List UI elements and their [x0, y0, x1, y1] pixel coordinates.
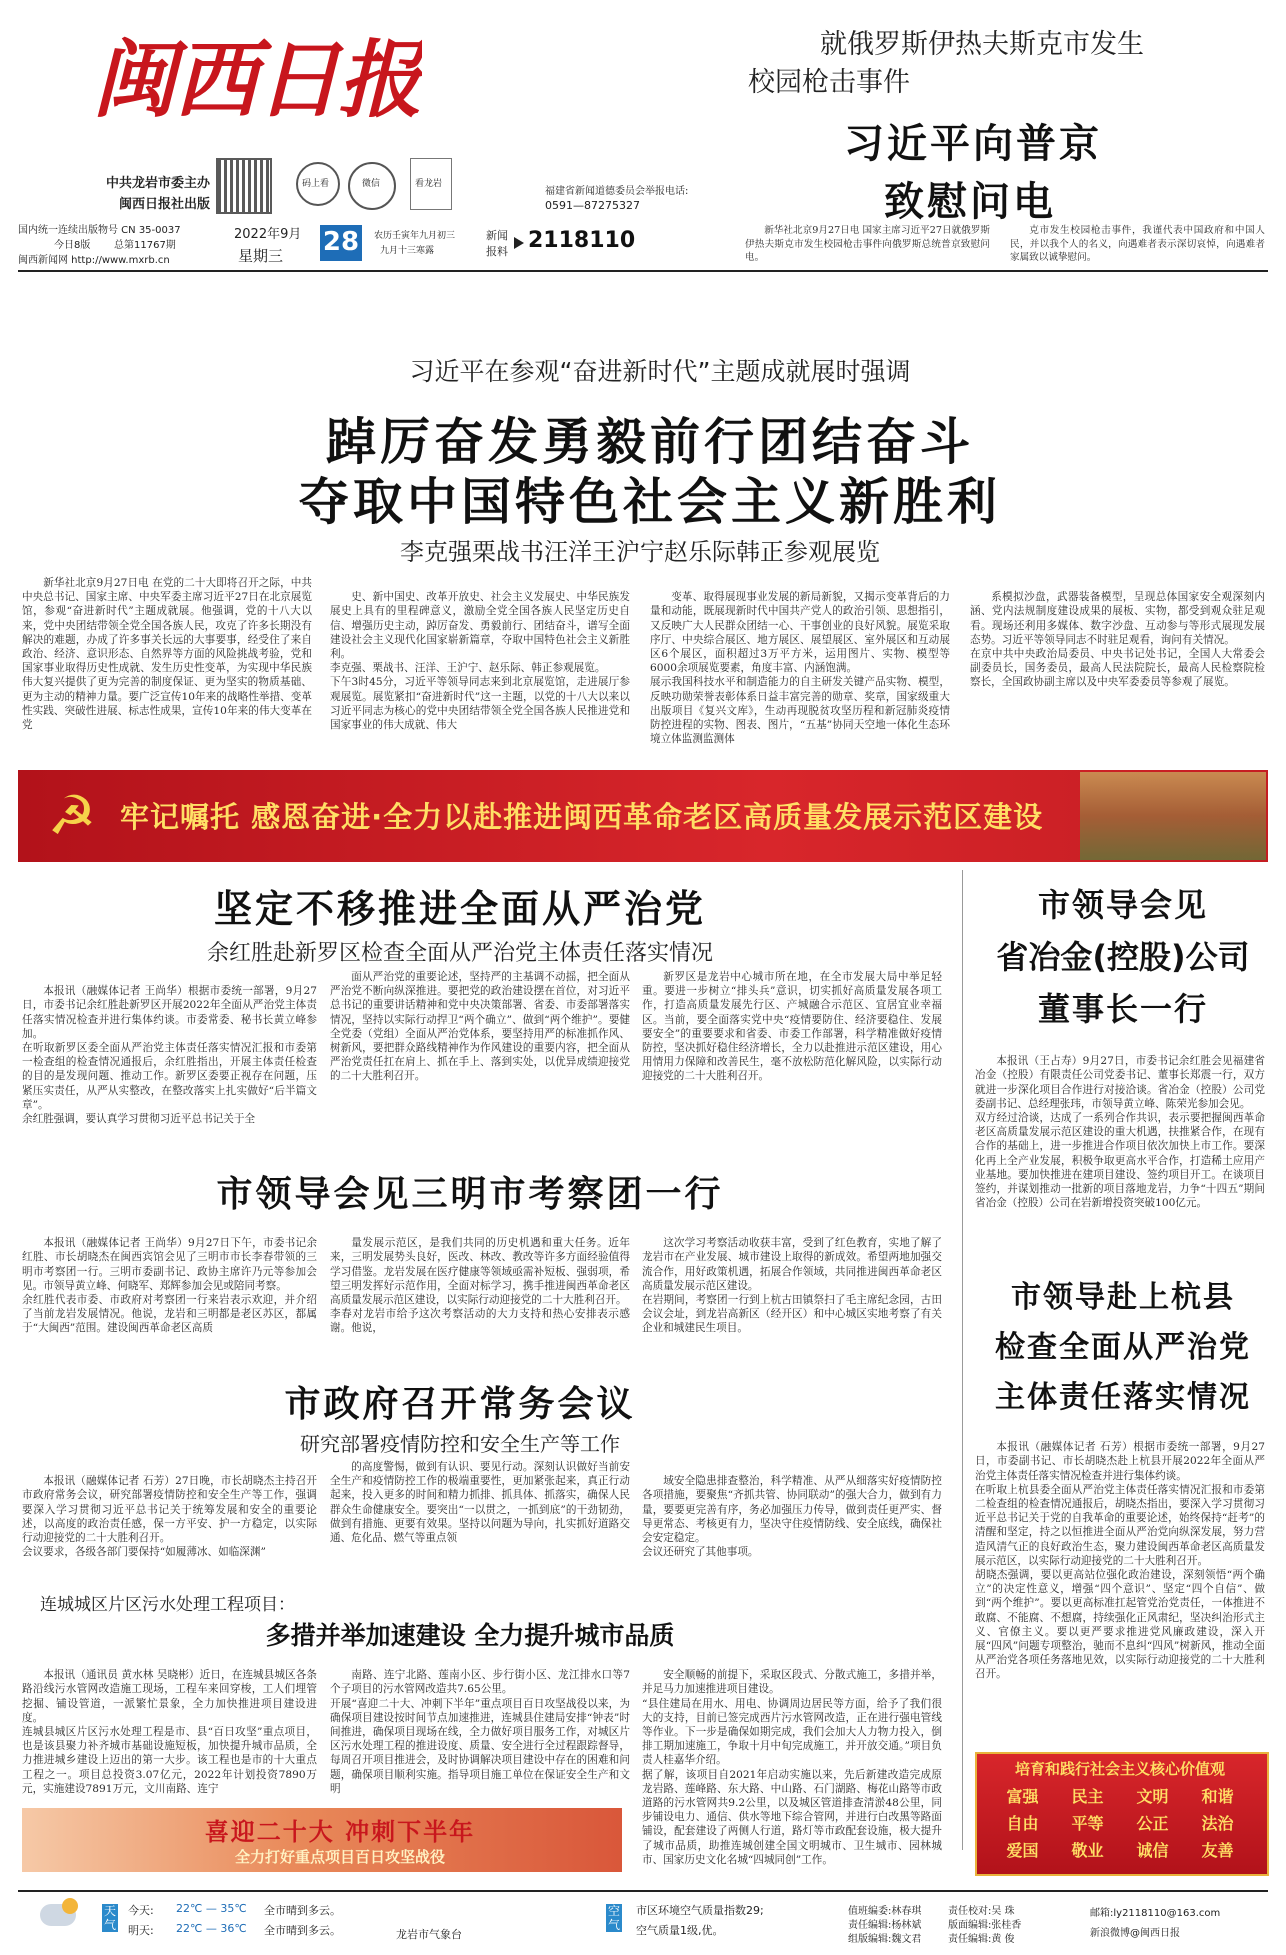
hotline-label-2: 报料 — [486, 245, 508, 258]
weather-source: 龙岩市气象台 — [396, 1928, 462, 1941]
divider-right-column — [962, 870, 963, 1850]
hotline-label-1: 新闻 — [486, 229, 508, 242]
top-story-headline-2: 致慰问电 — [884, 179, 1056, 225]
dateline-bar — [18, 219, 698, 269]
footer-weibo[interactable]: 新浪微博@闽西日报 — [1090, 1928, 1180, 1939]
qr-caption-1: 码上看 — [302, 179, 330, 189]
banner-text: 牢记嘱托 感恩奋进·全力以赴推进闽西革命老区高质量发展示范区建设 — [120, 800, 1044, 834]
council-column-3: 域安全隐患排查整治，科学精准、从严从细落实好疫情防控各项措施，要聚焦“齐抓共管、协同联动”的强大合力，做到有力量，要要更完善有序，务必加强压力传导，做到责任更严实、督导更常态、考核更有力，坚决守住疫情防线、安全底线，确保社会安定稳定。 会议还研究了其他事项。 — [642, 1475, 942, 1559]
sewage-kicker: 连城城区片区污水处理工程项目： — [40, 1595, 295, 1615]
sanming-column-3: 这次学习考察活动收获丰富，受到了红色教育，实地了解了龙岩市在产业发展、城市建设上取得的新成效。希望两地加强交流合作，用好政策机遇，拓展合作领域，共同推进闽西革命老区高质量发展示范区建设。 在岩期间，考察团一行到上杭古田镇祭扫了毛主席纪念园，古田会议会址，到龙岩高新区（经开区）和中心城区实地考察了有关企业和城建民生项目。 — [642, 1237, 942, 1335]
top-story-headline-1: 习近平向普京 — [844, 121, 1102, 167]
report-hotline-block — [545, 182, 805, 212]
council-column-2: 的高度警惕，做到有认识、要见行动。深刻认识做好当前安全生产和疫情防控工作的极端重要性，更加紧张起来，真正行动起来，投入更多的时间和精力抓排、抓具体、抓落实，确保人民群众生命健康安全。要突出“一以贯之，一抓到底”的干劲韧劲，做到有措施、更要有效果。坚持以问题为导向，扎实抓好道路交通、危化品、燃气等重点领 — [330, 1461, 630, 1545]
qr-code-icon[interactable] — [216, 158, 272, 214]
lead-column-4: 系模拟沙盘，武器装备模型，呈现总体国家安全观深刻内涵、党内法规制度建设成果的展板、实物，都受到观众驻足观看。现场还利用多媒体、数字沙盘、互动参与等形式展现发展态势。习近平等领导同志不时驻足观看，询问有关情况。 在京中共中央政治局委员、中央书记处书记，全国人大常委会副委员长，国务委员，最高人民法院院长，最高人民检察院检察长，全国政协副主席以及中央军委委员等参观了展览。 — [970, 591, 1265, 689]
report-phone: 0591—87275327 — [545, 199, 640, 212]
core-value: 和谐 — [1201, 1787, 1234, 1806]
edition-info: 今日8版 — [54, 240, 91, 251]
lead-headline-1: 踔厉奋发勇毅前行团结奋斗 — [326, 413, 974, 471]
qr-caption-3: 看龙岩 — [415, 179, 443, 189]
sewage-headline: 多措并举加速建设 全力提升城市品质 — [265, 1621, 675, 1650]
lead-column-2: 史、新中国史、改革开放史、社会主义发展史、中华民族发展史上具有的里程碑意义，激励全党全国各族人民坚定历史自信、增强历史主动，踔厉奋发、勇毅前行、团结奋斗，谱写全面建设社会主义现代化国家崭新篇章，夺取中国特色社会主义新胜利。 李克强、栗战书、汪洋、王沪宁、赵乐际、韩正参观展览。 下午3时45分，习近平等领导同志来到北京展览馆，走进展厅参观展览。展览紧扣“奋进新时代”这一主题，以党的十八大以来以习近平同志为核心的党中央团结带领全党全国各族人民推进党和国家事业的伟大成就、伟大 — [330, 591, 630, 732]
publisher-block — [70, 172, 210, 212]
footer — [18, 1896, 1268, 1948]
serial-number: 总第11767期 — [114, 240, 176, 251]
sewage-column-2: 南路、连宁北路、莲南小区、步行街小区、龙江排水口等7个子项目的污水管网改造共7.65公里。 开展“喜迎二十大、冲刺下半年”重点项目百日攻坚战役以来，为确保项目建设按时间节点加速推进，连城县住建局安排“钟表”时间推进，确保项目现场在线，全力做好项目服务工作，对城区片区污水处理工程的推进设度、质量、安全进行全过程跟踪督导，每周召开项目推进会，及时协调解决项目建设中存在的困难和问题，确保项目顺利实施。指导项目施工单位在保证安全生产和文明 — [330, 1669, 630, 1795]
lunar-date-1: 农历壬寅年九月初三 — [374, 231, 456, 241]
website[interactable]: 闽西新闻网 http://www.mxrb.cn — [18, 255, 170, 266]
certification-text: 福建省新闻道德委员会举报电话: — [545, 186, 689, 197]
core-value: 法治 — [1201, 1814, 1234, 1833]
banner-photo — [1080, 772, 1266, 860]
council-column-1: 本报讯（融媒体记者 石芳）27日晚，市长胡晓杰主持召开市政府常务会议，研究部署疫情防控和安全生产等工作，强调要深入学习贯彻习近平总书记关于统筹发展和安全的重要论述，以高度的政治责任感，保一方平安、护一方稳定，以实际行动迎接党的二十大胜利召开。 会议要求，各级各部门要保持“如履薄冰、如临深渊” — [22, 1475, 317, 1559]
masthead-rule — [18, 270, 1268, 272]
lead-column-3: 变革、取得展现事业发展的新局新貌，又揭示变革背后的力量和动能，既展现新时代中国共产党人的政治引领、思想指引，又反映广大人民群众团结一心、干事创业的良好风貌。展览采取序厅、中央综合展区、地方展区、展望展区、室外展区和互动展区6个展区，面积超过3万平方米，运用图片、实物、模型等6000余项展览要素，角度丰富、内涵饱满。 展示我国科技水平和制造能力的自主研发关键产品实物、模型，反映功勋荣誉表彰体系日益丰富完善的勋章、奖章，国家级重大出版项目《复兴文库》，生动再现脱贫攻坚历程和新冠肺炎疫情防控进程的实物、图表、图片，“五基”协同天空地一体化生态环境立体监测监测体 — [650, 591, 950, 746]
party-column-2: 面从严治党的重要论述，坚持严的主基调不动摇，把全面从严治党不断向纵深推进。要把党的政治建设摆在首位，对习近平总书记的重要讲话精神和党中央决策部署、省委、市委部署落实情况，坚持以实际行动捍卫“两个确立”、做到“两个维护”。要健全党委（党组）全面从严治党体系，要坚持用严的标准抓作风、树新风，要把群众路线精神作为作风建设的重要内容，把全面从严治党责任扛在肩上、抓在手上、落到实处，以优异成绩迎接党的二十大胜利召开。 — [330, 971, 630, 1083]
staff-5: 责任编辑:黄 俊 — [948, 1934, 1015, 1945]
today-desc: 全市晴到多云。 — [264, 1904, 341, 1917]
core-value: 平等 — [1071, 1814, 1104, 1833]
promo-title: 喜迎二十大 冲刺下半年 — [204, 1818, 476, 1846]
core-values-title: 培育和践行社会主义核心价值观 — [1014, 1760, 1225, 1778]
staff-1: 值班编委:林春琪 — [848, 1906, 922, 1917]
tomorrow-label: 明天: — [128, 1924, 154, 1937]
air-quality-line-2: 空气质量1级,优。 — [636, 1924, 724, 1937]
core-value: 友善 — [1201, 1841, 1234, 1860]
top-story-kicker-2: 校园枪击事件 — [748, 67, 910, 98]
footer-rule — [18, 1890, 1268, 1892]
core-value: 民主 — [1071, 1787, 1104, 1806]
core-value: 富强 — [1006, 1787, 1039, 1806]
publisher-line-2: 闽西日报社出版 — [118, 197, 210, 212]
day-number: 28 — [322, 227, 360, 257]
top-story-kicker-1: 就俄罗斯伊热夫斯克市发生 — [820, 29, 1144, 60]
lunar-date-2: 九月十三寒露 — [380, 246, 435, 256]
top-story-body-1: 新华社北京9月27日电 国家主席习近平27日就俄罗斯伊热夫斯克市发生校园枪击事件向俄罗斯总统普京致慰问电。 — [745, 225, 990, 263]
lead-kicker: 习近平在参观“奋进新时代”主题成就展时强调 — [409, 357, 911, 386]
publisher-line-1: 中共龙岩市委主办 — [105, 176, 210, 191]
party-column-1: 本报讯（融媒体记者 王尚华）根据市委统一部署，9月27日，市委书记余红胜赴新罗区开展2022年全面从严治党主体责任落实情况检查并进行集体约谈。市委常委、秘书长黄立峰参加。 在听取新罗区委全面从严治党主体责任落实情况汇报和市委第一检查组的检查情况通报后，余红胜指出，开展主体责任检查的目的是发现问题、推动工作。新罗区委要正视存在问题，压紧压实责任，从严从实整改，在整改落实上扎实做好“后半篇文章”。 余红胜强调，要认真学习贯彻习近平总书记关于全 — [22, 985, 317, 1126]
lead-column-1: 新华社北京9月27日电 在党的二十大即将召开之际，中共中央总书记、国家主席、中央军委主席习近平27日在北京展览馆，参观“奋进新时代”主题成就展。他强调，党的十八大以来，党中央团结带领全党全国各族人民，攻克了许多长期没有解决的难题，办成了许多事关长远的大事要事，经受住了来自政治、经济、意识形态、自然界等方面的风险挑战考验，党和国家事业取得历史性成就、发生历史性变革，为实现中华民族伟大复兴提供了更为完善的制度保证、更为坚实的物质基础、更为主动的精神力量。要广泛宣传10年来的战略性举措、变革性实践、突破性进展、标志性成果，宣传10年来的伟大变革在党 — [22, 577, 312, 732]
tomorrow-temp: 22℃ — 36℃ — [176, 1922, 247, 1935]
promo-subtitle: 全力打好重点项目百日攻坚战役 — [234, 1848, 445, 1866]
core-value: 公正 — [1136, 1814, 1169, 1833]
hotline-number: 2118110 — [528, 228, 636, 253]
staff-6: 组版编辑:魏文君 — [848, 1934, 922, 1945]
party-emblem-icon: ☭ — [47, 784, 97, 847]
sewage-column-1: 本报讯（通讯员 黄水林 吴晓彬）近日，在连城县城区各条路沿线污水管网改造施工现场，工程车来回穿梭，工人们埋管挖掘、铺设管道，一派繁忙景象，全力加快推进项目建设进度。 连城县城区片区污水处理工程是市、县“百日攻坚”重点项目，也是该县聚力补齐城市基础设施短板，加快提升城市品质，全力推进城乡建设上迈出的第一大步。该工程也是市的十大重点工程之一。项目总投资3.07亿元，2022年计划投资7890万元，实施建设7891万元，文川南路、连宁 — [22, 1669, 317, 1795]
tomorrow-desc: 全市晴到多云。 — [264, 1924, 341, 1937]
sidebar1-headline-2: 省冶金(控股)公司 — [996, 938, 1250, 976]
sidebar1-body: 本报讯（王占寿）9月27日，市委书记余红胜会见福建省冶金（控股）有限责任公司党委书记、董事长郑震一行，双方就进一步深化项目合作进行对接洽谈。省冶金（控股）公司党委副书记、总经理张玮，市领导黄立峰、陈荣光参加会见。 双方经过洽谈，达成了一系列合作共识，表示要把握闽西革命老区高质量发展示范区建设的重大机遇，扶推紧合作，在现有合作的基础上，进一步推进合作项目依次加快上市工作。要深化再上全产业发展，积极争取更高水平合作，打造稀土应用产业基地。要加快推进在建项目建设、签约项目开工。在谈项目签约，并谋划推动一批新的项目落地龙岩，力争“十四五”期间省冶金（控股）公司在岩新增投资突破100亿元。 — [975, 1055, 1265, 1210]
core-value: 诚信 — [1136, 1841, 1169, 1860]
today-label: 今天: — [128, 1904, 154, 1917]
sidebar2-headline-1: 市领导赴上杭县 — [1011, 1280, 1235, 1315]
masthead-logo: 闽西日报 — [92, 30, 421, 129]
sanming-headline: 市领导会见三明市考察团一行 — [216, 1174, 724, 1215]
lead-subhead: 李克强栗战书汪洋王沪宁赵乐际韩正参观展览 — [400, 538, 880, 566]
core-value: 爱国 — [1006, 1841, 1039, 1860]
sanming-column-1: 本报讯（融媒体记者 王尚华）9月27日下午，市委书记余红胜、市长胡晓杰在闽西宾馆会见了三明市市长李春带领的三明市考察团一行。三明市委副书记、政协主席许乃元等参加会见。市领导黄立峰、何晓军、郑辉参加会见或陪同考察。 余红胜代表市委、市政府对考察团一行来岩表示欢迎，并介绍了当前龙岩发展情况。他说，龙岩和三明都是老区苏区，都属于“大闽西”范围。建设闽西革命老区高质 — [22, 1237, 317, 1335]
core-values-grid — [990, 1784, 1250, 1861]
footer-email[interactable]: 邮箱:ly2118110@163.com — [1090, 1908, 1221, 1919]
weekday: 星期三 — [238, 247, 284, 265]
party-headline: 坚定不移推进全面从严治党 — [213, 887, 706, 931]
party-subhead: 余红胜赴新罗区检查全面从严治党主体责任落实情况 — [206, 941, 713, 966]
cn-number: 国内统一连续出版物号 CN 35-0037 — [18, 225, 181, 236]
core-value: 自由 — [1006, 1814, 1039, 1833]
top-story-body-3: 克市发生校园枪击事件，我谨代表中国政府和中国人民，并以我个人的名义，向遇难者表示深切哀悼，向遇难者家属致以诚挚慰问。 — [1010, 225, 1265, 263]
sidebar2-headline-2: 检查全面从严治党 — [995, 1330, 1251, 1365]
masthead-title — [92, 10, 422, 150]
staff-3: 责任校对:吴 珠 — [948, 1906, 1015, 1917]
council-subhead: 研究部署疫情防控和安全生产等工作 — [300, 1432, 620, 1456]
hotline-arrow-icon — [514, 237, 524, 249]
core-value: 文明 — [1136, 1787, 1169, 1806]
weather-label: 天气 — [103, 1904, 116, 1932]
council-headline: 市政府召开常务会议 — [284, 1384, 636, 1425]
today-temp: 22℃ — 35℃ — [176, 1902, 247, 1915]
air-label: 空气 — [607, 1904, 620, 1932]
sidebar2-headline-3: 主体责任落实情况 — [995, 1380, 1251, 1415]
date-year-month: 2022年9月 — [234, 227, 302, 242]
core-value: 敬业 — [1071, 1841, 1104, 1860]
party-column-3: 新罗区是龙岩中心城市所在地，在全市发展大局中举足轻重。要进一步树立“排头兵”意识，切实抓好高质量发展各项工作，打造高质量发展先行区、产城融合示范区、宜居宜业幸福区。当前，要全面落实党中央“疫情要防住、经济要稳住、发展要安全”的重要要求和省委、市委工作部署，科学精准做好疫情防控，坚决抓好稳住经济增长，全力以赴推进示范区建设，用心用情用力保障和改善民生，毫不放松防范化解风险，以实际行动迎接党的二十大胜利召开。 — [642, 971, 942, 1083]
sanming-column-2: 量发展示范区，是我们共同的历史机遇和重大任务。近年来，三明发展势头良好，医改、林改、教改等许多方面经验值得学习借鉴。龙岩发展在医疗健康等领域亟需补短板、强弱项，希望三明发挥好示范作用，全面对标学习，携手推进闽西革命老区高质量发展示范区建设，以实际行动迎接党的二十大胜利召开。 李春对龙岩市给予这次考察活动的大力支持和热心安排表示感谢。他说， — [330, 1237, 630, 1335]
sidebar2-body: 本报讯（融媒体记者 石芳）根据市委统一部署，9月27日，市委副书记、市长胡晓杰赴上杭县开展2022年全面从严治党主体责任落实情况检查并进行集体约谈。 在听取上杭县委全面从严治党主体责任落实情况汇报和市委第二检查组的检查情况通报后，胡晓杰指出，要深入学习贯彻习近平总书记关于党的自我革命的重要论述，始终保持“赶考”的清醒和坚定，持之以恒推进全面从严治党向纵深发展，努力营造风清气正的良好政治生态，聚力建设闽西革命老区高质量发展示范区，以实际行动迎接党的二十大胜利召开。 胡晓杰强调，要以更高站位强化政治建设，深刻领悟“两个确立”的决定性意义，增强“四个意识”、坚定“四个自信”、做到“两个维护”。要以更高标准扛起管党治党责任，一体推进不敢腐、不能腐、不想腐，持续强化正风肃纪，坚决纠治形式主义、官僚主义。要以更严要求推进党风廉政建设，深入开展“四风”问题专项整治，驰而不息纠“四风”树新风，推动全面从严治党各项任务落地见效，以实际行动迎接党的二十大胜利召开。 — [975, 1441, 1265, 1681]
staff-2: 责任编辑:杨林斌 — [848, 1920, 922, 1931]
sidebar1-headline-1: 市领导会见 — [1037, 886, 1208, 924]
weather-sun-icon — [62, 1898, 78, 1914]
qr-caption-2: 微信 — [362, 179, 381, 189]
air-quality-line-1: 市区环境空气质量指数29; — [636, 1904, 764, 1917]
qr-code-group — [216, 158, 536, 213]
lead-headline-2: 夺取中国特色社会主义新胜利 — [299, 473, 1001, 531]
staff-4: 版面编辑:张桂香 — [948, 1920, 1022, 1931]
sewage-column-3: 安全顺畅的前提下，采取区段式、分散式施工，多措并举，并足马力加速推进项目建设。 “县住建局在用水、用电、协调周边居民等方面，给予了我们很大的支持，目前已签完成西片污水管网改造，正在进行强电管线等作业。下一步是确保如期完成，我们会加大人力物力投入，倒排工期加速施工，争取十月中旬完成施工，并开放交通。”项目负责人桂嘉华介绍。 据了解，该项目自2021年启动实施以来，先后新建改造完成原龙岩路、莲峰路、东大路、中山路、石门湖路、梅花山路等市政道路的污水管网共9.2公里，以及城区管道排查清淤48公里，同步铺设电力、通信、供水等地下综合管网，并进行白改黑等路面铺设，配套建设了两侧人行道，路灯等市政配套设施，极大提升了城市品质，助推连城创建全国文明城市、卫生城市、园林城市、国家历史文化名城“四城同创”工作。 — [642, 1669, 942, 1866]
sidebar1-headline-3: 董事长一行 — [1037, 990, 1208, 1028]
